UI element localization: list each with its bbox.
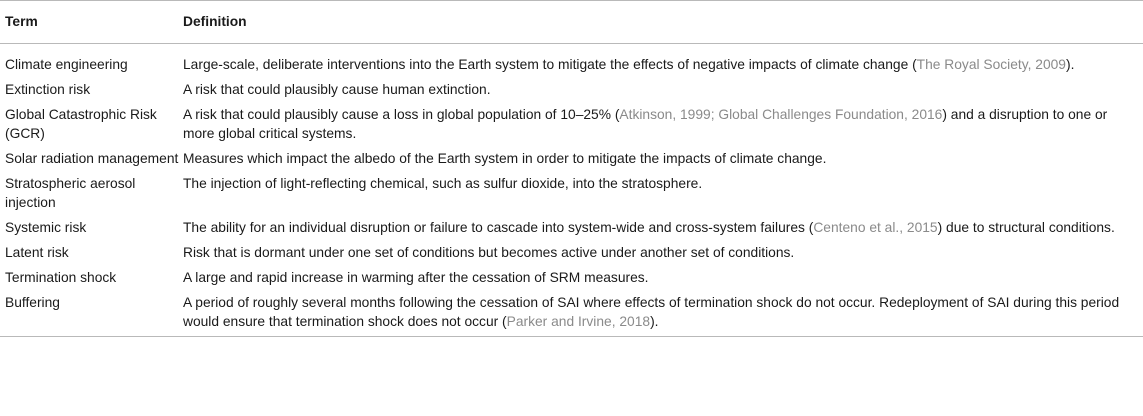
term-cell: Systemic risk <box>5 220 87 235</box>
definition-cell <box>183 240 1143 265</box>
definition-text-end: ). <box>650 314 659 329</box>
table-row <box>0 265 1143 290</box>
definition-text: A period of roughly several months following the cessation of SAI where effects of termination shock do not occur. Redeployment of SAI during this period would ensure that termination shock does not occur ( <box>183 295 1120 329</box>
table-row <box>0 102 1143 146</box>
table-row <box>0 240 1143 265</box>
definition-text: The ability for an individual disruption or failure to cascade into system-wide and cross-system failures ( <box>183 220 814 235</box>
table-row <box>0 77 1143 102</box>
definition-text-end: ) and a disruption to one or more global critical systems. <box>183 107 1108 141</box>
citation-link[interactable]: Centeno et al., 2015 <box>813 220 938 235</box>
table-row <box>0 146 1143 171</box>
term-cell: Stratospheric aerosol injection <box>5 176 136 210</box>
table-header <box>0 1 1143 44</box>
term-cell: Buffering <box>5 295 60 310</box>
definition-text-end: ) due to structural conditions. <box>937 220 1115 235</box>
term-cell: Climate engineering <box>5 57 128 72</box>
term-cell: Latent risk <box>5 245 69 260</box>
definition-text: A risk that could plausibly cause human extinction. <box>183 82 491 97</box>
citation-link[interactable]: The Royal Society, 2009 <box>916 57 1066 72</box>
header-term: Term <box>5 14 38 29</box>
definition-cell <box>183 290 1143 337</box>
definition-cell <box>183 102 1143 146</box>
definition-cell <box>183 265 1143 290</box>
citation-link[interactable]: Parker and Irvine, 2018 <box>506 314 651 329</box>
definition-cell <box>183 146 1143 171</box>
definition-text: A large and rapid increase in warming after the cessation of SRM measures. <box>183 270 649 285</box>
definition-cell <box>183 44 1143 78</box>
table-body <box>0 44 1143 337</box>
definition-text: Risk that is dormant under one set of conditions but becomes active under another set of conditions. <box>183 245 795 260</box>
table-row <box>0 290 1143 337</box>
table-row <box>0 44 1143 78</box>
definition-text: Measures which impact the albedo of the Earth system in order to mitigate the impacts of climate change. <box>183 151 827 166</box>
term-cell: Global Catastrophic Risk (GCR) <box>5 107 157 141</box>
definition-text-end: ). <box>1065 57 1075 72</box>
header-definition: Definition <box>183 14 247 29</box>
table-row <box>0 215 1143 240</box>
header-row <box>0 1 1143 44</box>
definition-cell <box>183 215 1143 240</box>
definition-cell <box>183 77 1143 102</box>
citation-link[interactable]: Atkinson, 1999; Global Challenges Foundation, 2016 <box>619 107 943 122</box>
definition-text: The injection of light-reflecting chemical, such as sulfur dioxide, into the stratosphere. <box>183 176 703 191</box>
term-cell: Solar radiation management <box>5 151 179 166</box>
table-row <box>0 171 1143 215</box>
definition-text: Large-scale, deliberate interventions into the Earth system to mitigate the effects of negative impacts of climate change ( <box>183 57 917 72</box>
definition-cell <box>183 171 1143 215</box>
term-cell: Termination shock <box>5 270 117 285</box>
definition-text: A risk that could plausibly cause a loss in global population of 10–25% ( <box>183 107 620 122</box>
term-cell: Extinction risk <box>5 82 91 97</box>
